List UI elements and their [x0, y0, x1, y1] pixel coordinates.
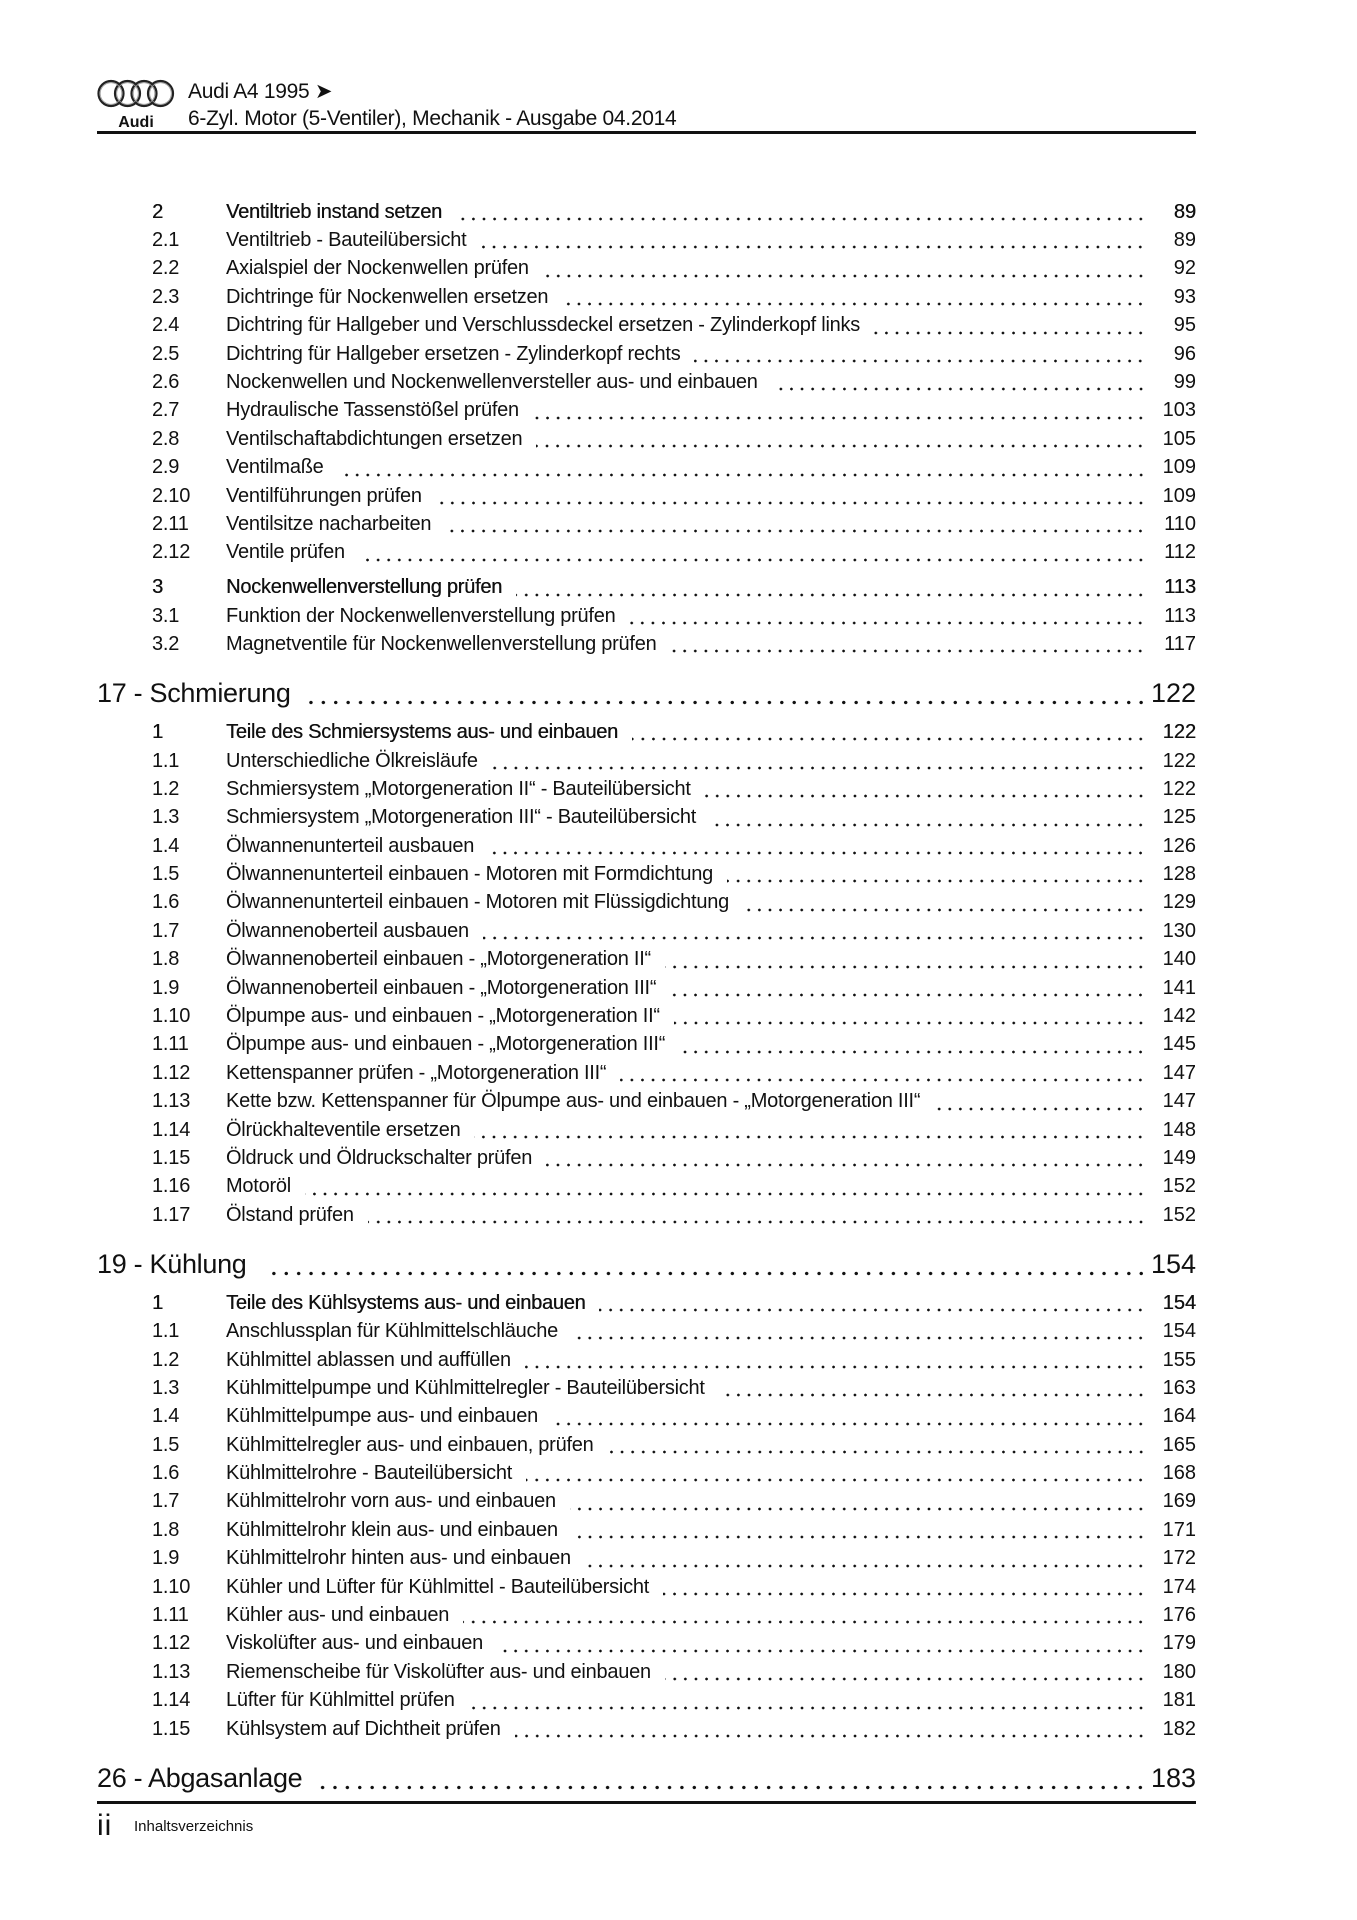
header-divider: [97, 131, 1196, 134]
chapter-page: 183: [1150, 1762, 1196, 1793]
entry-number: 1.1: [152, 749, 180, 772]
toc-entry[interactable]: [97, 1516, 1196, 1544]
entry-page: 122: [1162, 749, 1196, 772]
dot-leader: [463, 1601, 1146, 1629]
entry-page: 154: [1162, 1291, 1196, 1314]
toc-entry[interactable]: [97, 1059, 1196, 1087]
entry-number: 3.1: [152, 604, 180, 627]
entry-page: 180: [1162, 1660, 1196, 1683]
dot-leader: [309, 675, 1147, 711]
toc-entry[interactable]: [97, 1031, 1196, 1059]
toc-entry[interactable]: [97, 1374, 1196, 1402]
manual-model-title: Audi A4 1995 ➤: [188, 80, 333, 103]
entry-title: Dichtring für Hallgeber und Verschlussdeckel ersetzen - Zylinderkopf links: [226, 314, 861, 337]
dot-leader: [608, 1431, 1146, 1459]
dot-leader: [546, 1144, 1146, 1172]
dot-leader: [743, 889, 1146, 917]
footer-divider: [97, 1801, 1196, 1804]
entry-number: 1: [152, 721, 163, 744]
dot-leader: [445, 510, 1146, 538]
entry-title: Ölwannenoberteil einbauen - „Motorgeneration III“: [226, 976, 657, 999]
entry-title: Ölwannenoberteil einbauen - „Motorgeneration II“: [226, 948, 651, 971]
dot-leader: [934, 1088, 1146, 1116]
entry-title: Anschlussplan für Kühlmittelschläuche: [226, 1320, 559, 1343]
dot-leader: [599, 1289, 1146, 1317]
entry-page: 182: [1162, 1717, 1196, 1740]
entry-page: 149: [1162, 1146, 1196, 1169]
entry-number: 2.2: [152, 257, 180, 280]
toc-entry[interactable]: [97, 1601, 1196, 1629]
entry-number: 2.9: [152, 456, 180, 479]
entry-page: 168: [1162, 1462, 1196, 1485]
dot-leader: [436, 482, 1146, 510]
toc-entry[interactable]: [97, 1573, 1196, 1601]
toc-entry[interactable]: [97, 1088, 1196, 1116]
entry-number: 2.8: [152, 427, 180, 450]
entry-title: Kühlmittelrohre - Bauteilübersicht: [226, 1462, 513, 1485]
dot-leader: [670, 630, 1146, 658]
toc-entry[interactable]: [97, 255, 1196, 283]
entry-page: 126: [1162, 834, 1196, 857]
toc-entry[interactable]: [97, 340, 1196, 368]
entry-number: 1.4: [152, 1405, 180, 1428]
dot-leader: [526, 1459, 1146, 1487]
entry-page: 89: [1173, 229, 1196, 252]
toc-entry[interactable]: [97, 1658, 1196, 1686]
entry-number: 1.7: [152, 1490, 180, 1513]
entry-page: 96: [1173, 342, 1196, 365]
entry-number: 1.15: [152, 1146, 191, 1169]
entry-number: 1.11: [152, 1033, 189, 1056]
toc-entry[interactable]: [97, 1403, 1196, 1431]
dot-leader: [572, 1317, 1146, 1345]
toc-entry[interactable]: [97, 226, 1196, 254]
toc-entry[interactable]: [97, 804, 1196, 832]
toc-entry[interactable]: [97, 775, 1196, 803]
toc-entry[interactable]: [97, 397, 1196, 425]
entry-title: Ölpumpe aus- und einbauen - „Motorgeneration III“: [226, 1033, 666, 1056]
toc-entry[interactable]: [97, 1459, 1196, 1487]
dot-leader: [488, 832, 1146, 860]
entry-title: Ölwannenunterteil einbauen - Motoren mit Formdichtung: [226, 863, 714, 886]
toc-entry-section[interactable]: [97, 574, 1196, 602]
entry-page: 103: [1162, 399, 1196, 422]
dot-leader: [874, 312, 1146, 340]
dot-leader: [483, 917, 1146, 945]
entry-page: 171: [1162, 1518, 1196, 1541]
entry-number: 1.13: [152, 1660, 191, 1683]
entry-page: 147: [1162, 1090, 1196, 1113]
entry-page: 152: [1162, 1175, 1196, 1198]
dot-leader: [469, 1687, 1146, 1715]
entry-page: 99: [1173, 371, 1196, 394]
entry-title: Ventiltrieb instand setzen: [226, 200, 442, 223]
entry-number: 1.2: [152, 1348, 180, 1371]
dot-leader: [515, 1715, 1146, 1743]
chapter-title: 19 - Kühlung: [97, 1248, 247, 1279]
toc-entry[interactable]: [97, 1687, 1196, 1715]
entry-title: Nockenwellenverstellung prüfen: [226, 576, 502, 599]
toc-entry[interactable]: [97, 482, 1196, 510]
audi-logo: [97, 78, 175, 130]
entry-title: Ventiltrieb - Bauteilübersicht: [226, 229, 467, 252]
entry-title: Ventilsitze nacharbeiten: [226, 512, 432, 535]
toc-entry[interactable]: [97, 510, 1196, 538]
entry-title: Kühlmittelpumpe und Kühlmittelregler - Bauteilübersicht: [226, 1376, 705, 1399]
entry-page: 172: [1162, 1547, 1196, 1570]
entry-number: 1.3: [152, 1376, 180, 1399]
entry-page: 179: [1162, 1632, 1196, 1655]
dot-leader: [536, 425, 1146, 453]
chapter-title: 26 - Abgasanlage: [97, 1762, 303, 1793]
dot-leader: [663, 1573, 1146, 1601]
entry-number: 1.12: [152, 1061, 191, 1084]
entry-title: Funktion der Nockenwellenverstellung prüfen: [226, 604, 616, 627]
entry-number: 1.10: [152, 1575, 191, 1598]
entry-number: 1.7: [152, 919, 180, 942]
dot-leader: [516, 574, 1146, 602]
entry-number: 1.6: [152, 891, 180, 914]
toc-entry[interactable]: [97, 1346, 1196, 1374]
dot-leader: [705, 775, 1146, 803]
entry-page: 155: [1162, 1348, 1196, 1371]
entry-number: 3.2: [152, 633, 180, 656]
entry-title: Teile des Schmiersystems aus- und einbauen: [226, 721, 618, 744]
toc-chapter-26[interactable]: [97, 1760, 1196, 1796]
dot-leader: [710, 804, 1146, 832]
entry-number: 1.12: [152, 1632, 191, 1655]
entry-title: Ölwannenoberteil ausbauen: [226, 919, 469, 942]
entry-title: Kühler aus- und einbauen: [226, 1604, 450, 1627]
entry-title: Ventilführungen prüfen: [226, 484, 422, 507]
toc-entry-section[interactable]: [97, 1289, 1196, 1317]
dot-leader: [543, 255, 1146, 283]
toc-entry[interactable]: [97, 1116, 1196, 1144]
entry-page: 130: [1162, 919, 1196, 942]
dot-leader: [474, 1116, 1146, 1144]
entry-page: 95: [1173, 314, 1196, 337]
entry-page: 93: [1173, 285, 1196, 308]
chapter-page: 154: [1150, 1248, 1196, 1279]
entry-title: Hydraulische Tassenstößel prüfen: [226, 399, 519, 422]
entry-title: Kühlmittel ablassen und auffüllen: [226, 1348, 511, 1371]
footer-page-number: ii: [97, 1809, 113, 1842]
toc-entry[interactable]: [97, 1488, 1196, 1516]
toc-entry[interactable]: [97, 860, 1196, 888]
entry-title: Lüfter für Kühlmittel prüfen: [226, 1689, 455, 1712]
entry-page: 142: [1162, 1005, 1196, 1028]
audi-wordmark: Audi: [118, 114, 154, 130]
entry-page: 147: [1162, 1061, 1196, 1084]
dot-leader: [480, 226, 1146, 254]
toc-entry[interactable]: [97, 1431, 1196, 1459]
toc-entry-section[interactable]: [97, 718, 1196, 746]
dot-leader: [674, 1002, 1146, 1030]
toc-entry[interactable]: [97, 917, 1196, 945]
toc-entry[interactable]: [97, 946, 1196, 974]
footer-section-label: Inhaltsverzeichnis: [134, 1818, 254, 1835]
chapter-title: 17 - Schmierung: [97, 678, 291, 709]
entry-page: 163: [1162, 1376, 1196, 1399]
toc-entry[interactable]: [97, 832, 1196, 860]
entry-number: 1.14: [152, 1689, 191, 1712]
entry-page: 122: [1162, 777, 1196, 800]
entry-page: 164: [1162, 1405, 1196, 1428]
entry-number: 1.2: [152, 777, 180, 800]
dot-leader: [265, 1246, 1147, 1282]
dot-leader: [620, 1059, 1146, 1087]
audi-rings-icon: [99, 81, 174, 106]
entry-page: 112: [1164, 541, 1196, 564]
toc-entry[interactable]: [97, 539, 1196, 567]
entry-page: 145: [1162, 1033, 1196, 1056]
entry-number: 2.3: [152, 285, 180, 308]
toc-entry[interactable]: [97, 630, 1196, 658]
entry-number: 1.1: [152, 1320, 180, 1343]
entry-page: 174: [1162, 1575, 1196, 1598]
entry-number: 1.13: [152, 1090, 191, 1113]
entry-title: Kühlmittelrohr vorn aus- und einbauen: [226, 1490, 556, 1513]
entry-number: 1.5: [152, 1433, 180, 1456]
toc-entry[interactable]: [97, 1173, 1196, 1201]
toc-entry[interactable]: [97, 425, 1196, 453]
entry-title: Schmiersystem „Motorgeneration II“ - Bauteilübersicht: [226, 777, 691, 800]
toc-entry-section[interactable]: [97, 198, 1196, 226]
entry-number: 1.8: [152, 1518, 180, 1541]
entry-number: 1.9: [152, 976, 180, 999]
dot-leader: [570, 1488, 1146, 1516]
entry-page: 148: [1162, 1118, 1196, 1141]
entry-page: 89: [1173, 200, 1196, 223]
entry-title: Ölpumpe aus- und einbauen - „Motorgeneration II“: [226, 1005, 660, 1028]
entry-title: Ventile prüfen: [226, 541, 345, 564]
entry-number: 2.1: [152, 229, 180, 252]
dot-leader: [665, 1658, 1146, 1686]
entry-title: Dichtring für Hallgeber ersetzen - Zylinderkopf rechts: [226, 342, 681, 365]
dot-leader: [772, 368, 1146, 396]
toc-entry[interactable]: [97, 1545, 1196, 1573]
dot-leader: [338, 454, 1146, 482]
toc-entry[interactable]: [97, 454, 1196, 482]
dot-leader: [585, 1545, 1146, 1573]
entry-number: 1.9: [152, 1547, 180, 1570]
chapter-page: 122: [1150, 678, 1196, 709]
entry-title: Öldruck und Öldruckschalter prüfen: [226, 1146, 533, 1169]
entry-page: 113: [1164, 576, 1196, 599]
entry-page: 113: [1164, 604, 1196, 627]
dot-leader: [679, 1031, 1146, 1059]
entry-title: Unterschiedliche Ölkreisläufe: [226, 749, 478, 772]
entry-page: 181: [1162, 1689, 1196, 1712]
dot-leader: [305, 1173, 1146, 1201]
dot-leader: [719, 1374, 1146, 1402]
toc-entry[interactable]: [97, 974, 1196, 1002]
entry-page: 109: [1162, 456, 1196, 479]
toc-entry[interactable]: [97, 368, 1196, 396]
entry-title: Ölstand prüfen: [226, 1203, 354, 1226]
dot-leader: [525, 1346, 1146, 1374]
toc-entry[interactable]: [97, 1715, 1196, 1743]
entry-title: Motoröl: [226, 1175, 291, 1198]
toc-entry[interactable]: [97, 1144, 1196, 1172]
toc-entry[interactable]: [97, 602, 1196, 630]
entry-title: Dichtringe für Nockenwellen ersetzen: [226, 285, 549, 308]
entry-page: 169: [1162, 1490, 1196, 1513]
entry-title: Ventilschaftabdichtungen ersetzen: [226, 427, 523, 450]
entry-number: 2.6: [152, 371, 180, 394]
entry-title: Kettenspanner prüfen - „Motorgeneration III“: [226, 1061, 607, 1084]
entry-page: 117: [1164, 633, 1196, 656]
entry-number: 2.11: [152, 512, 189, 535]
dot-leader: [572, 1516, 1146, 1544]
entry-number: 2.7: [152, 399, 180, 422]
dot-leader: [533, 397, 1146, 425]
entry-page: 154: [1162, 1320, 1196, 1343]
entry-page: 122: [1162, 721, 1196, 744]
entry-number: 1.3: [152, 806, 180, 829]
entry-title: Kühlmittelrohr klein aus- und einbauen: [226, 1518, 558, 1541]
manual-subtitle: 6-Zyl. Motor (5-Ventiler), Mechanik - Ausgabe 04.2014: [188, 107, 677, 130]
table-of-contents: [97, 198, 1196, 1796]
toc-entry[interactable]: [97, 747, 1196, 775]
dot-leader: [665, 946, 1146, 974]
entry-number: 1.10: [152, 1005, 191, 1028]
entry-number: 2.4: [152, 314, 180, 337]
dot-leader: [727, 860, 1146, 888]
entry-title: Kühlsystem auf Dichtheit prüfen: [226, 1717, 501, 1740]
entry-number: 2: [152, 200, 163, 223]
entry-number: 2.5: [152, 342, 180, 365]
entry-title: Kühler und Lüfter für Kühlmittel - Bauteilübersicht: [226, 1575, 650, 1598]
entry-page: 92: [1173, 257, 1196, 280]
entry-title: Schmiersystem „Motorgeneration III“ - Bauteilübersicht: [226, 806, 697, 829]
toc-chapter-17[interactable]: [97, 675, 1196, 711]
toc-entry[interactable]: [97, 1002, 1196, 1030]
entry-title: Ölrückhalteventile ersetzen: [226, 1118, 461, 1141]
toc-entry[interactable]: [97, 889, 1196, 917]
entry-title: Riemenscheibe für Viskolüfter aus- und einbauen: [226, 1660, 651, 1683]
entry-number: 1.11: [152, 1604, 189, 1627]
entry-number: 1: [152, 1291, 163, 1314]
toc-entry[interactable]: [97, 283, 1196, 311]
dot-leader: [456, 198, 1146, 226]
entry-number: 2.12: [152, 541, 191, 564]
dot-leader: [497, 1630, 1146, 1658]
entry-number: 3: [152, 576, 163, 599]
entry-page: 128: [1162, 863, 1196, 886]
entry-title: Kühlmittelpumpe aus- und einbauen: [226, 1405, 538, 1428]
toc-entry[interactable]: [97, 312, 1196, 340]
entry-number: 1.8: [152, 948, 180, 971]
entry-title: Nockenwellen und Nockenwellenversteller aus- und einbauen: [226, 371, 758, 394]
dot-leader: [492, 747, 1146, 775]
entry-title: Ölwannenunterteil einbauen - Motoren mit Flüssigdichtung: [226, 891, 729, 914]
entry-page: 140: [1162, 948, 1196, 971]
entry-title: Kühlmittelregler aus- und einbauen, prüfen: [226, 1433, 594, 1456]
entry-number: 1.6: [152, 1462, 180, 1485]
entry-number: 1.17: [152, 1203, 191, 1226]
dot-leader: [368, 1201, 1146, 1229]
toc-entry[interactable]: [97, 1630, 1196, 1658]
dot-leader: [320, 1760, 1147, 1796]
entry-number: 2.10: [152, 484, 191, 507]
entry-page: 141: [1162, 976, 1196, 999]
entry-number: 1.4: [152, 834, 180, 857]
entry-title: Ölwannenunterteil ausbauen: [226, 834, 475, 857]
entry-title: Magnetventile für Nockenwellenverstellung prüfen: [226, 633, 657, 656]
entry-page: 105: [1162, 427, 1196, 450]
toc-chapter-19[interactable]: [97, 1246, 1196, 1282]
entry-title: Axialspiel der Nockenwellen prüfen: [226, 257, 529, 280]
entry-page: 152: [1162, 1203, 1196, 1226]
entry-number: 1.16: [152, 1175, 191, 1198]
dot-leader: [629, 602, 1146, 630]
entry-title: Viskolüfter aus- und einbauen: [226, 1632, 484, 1655]
entry-number: 1.15: [152, 1717, 191, 1740]
dot-leader: [359, 539, 1146, 567]
entry-title: Kette bzw. Kettenspanner für Ölpumpe aus- und einbauen - „Motorgeneration III“: [226, 1090, 921, 1113]
dot-leader: [562, 283, 1146, 311]
entry-page: 129: [1162, 891, 1196, 914]
dot-leader: [552, 1403, 1146, 1431]
entry-page: 176: [1162, 1604, 1196, 1627]
entry-page: 165: [1162, 1433, 1196, 1456]
entry-number: 1.5: [152, 863, 180, 886]
toc-entry[interactable]: [97, 1317, 1196, 1345]
entry-page: 110: [1164, 512, 1196, 535]
entry-title: Teile des Kühlsystems aus- und einbauen: [226, 1291, 586, 1314]
entry-title: Kühlmittelrohr hinten aus- und einbauen: [226, 1547, 571, 1570]
dot-leader: [694, 340, 1146, 368]
dot-leader: [670, 974, 1146, 1002]
entry-number: 1.14: [152, 1118, 191, 1141]
entry-title: Ventilmaße: [226, 456, 324, 479]
entry-page: 125: [1162, 806, 1196, 829]
entry-page: 109: [1162, 484, 1196, 507]
toc-entry[interactable]: [97, 1201, 1196, 1229]
dot-leader: [632, 718, 1146, 746]
